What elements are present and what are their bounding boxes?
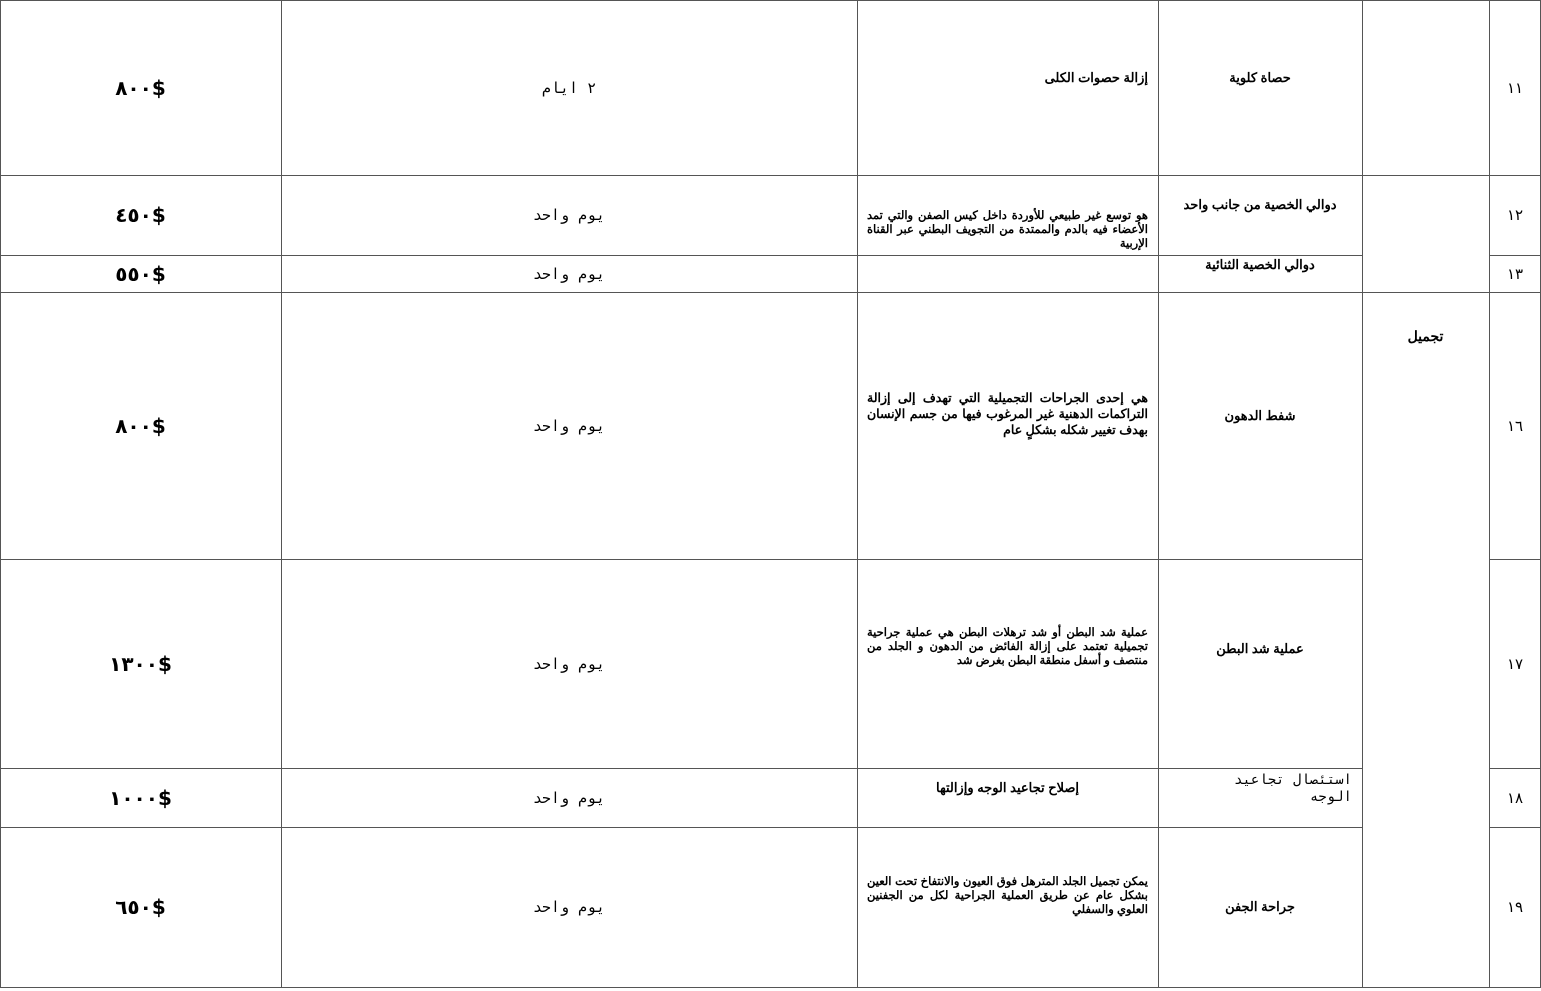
operation-name-cell	[1158, 559, 1362, 768]
price-value: ٥٥٠$	[115, 261, 166, 286]
duration-cell	[281, 0, 857, 175]
operation-name-cell	[1158, 175, 1362, 255]
category-cell	[1362, 292, 1489, 987]
row-number: ١٨	[1506, 788, 1524, 807]
row-number-cell	[1489, 559, 1541, 768]
description-text: هو توسع غير طبيعي للأوردة داخل كيس الصفن والتي تمد الأعضاء فيه بالدم والممتدة من التجويف البطني عبر القناة الإربية	[867, 210, 1148, 250]
row-number-cell	[1489, 292, 1541, 559]
duration-value: يوم واحد	[532, 898, 606, 916]
price-cell	[0, 768, 281, 827]
duration-value: يوم واحد	[532, 416, 606, 435]
description-text: عملية شد البطن أو شد ترهلات البطن هي عملية جراحية تجميلية تعتمد على إزالة الفائض من الدهون و الجلد من منتصف و أسفل منطقة البطن بغرض شد	[867, 627, 1148, 667]
duration-cell	[281, 292, 857, 559]
category-label: تجميل	[1407, 328, 1444, 344]
row-number: ١٢	[1506, 206, 1524, 224]
description-text: يمكن تجميل الجلد المترهل فوق العيون والانتفاخ تحت العين بشكل عام عن طريق العملية الجراحية لكل من الجفنين العلوي والسفلي	[867, 876, 1148, 916]
operation-name-cell	[1158, 768, 1362, 827]
price-cell	[0, 559, 281, 768]
duration-value: ٢ ايام	[541, 78, 597, 97]
duration-cell	[281, 255, 857, 292]
row-number-cell	[1489, 768, 1541, 827]
price-value: ١٠٠٠$	[109, 785, 172, 810]
row-number: ١١	[1506, 78, 1524, 97]
duration-cell	[281, 768, 857, 827]
operation-name: دوالي الخصية من جانب واحد	[1183, 197, 1337, 212]
price-value: ٤٥٠$	[115, 203, 166, 227]
duration-cell	[281, 827, 857, 987]
price-cell	[0, 0, 281, 175]
row-number-cell	[1489, 827, 1541, 987]
duration-cell	[281, 175, 857, 255]
description-cell	[857, 827, 1158, 987]
price-cell	[0, 175, 281, 255]
duration-value: يوم واحد	[532, 206, 606, 224]
row-number-cell	[1489, 255, 1541, 292]
row-number-cell	[1489, 0, 1541, 175]
row-number: ١٩	[1506, 898, 1524, 916]
description-cell	[857, 768, 1158, 827]
operation-name: حصاة كلوية	[1229, 70, 1291, 85]
operation-name-cell	[1158, 0, 1362, 175]
price-value: ١٣٠٠$	[109, 651, 172, 676]
description-cell	[857, 292, 1158, 559]
duration-value: يوم واحد	[532, 264, 606, 283]
operation-name-cell	[1158, 827, 1362, 987]
operation-name: دوالي الخصية الثنائية	[1205, 257, 1315, 272]
description-cell	[857, 0, 1158, 175]
duration-value: يوم واحد	[532, 788, 606, 807]
price-value: ٦٥٠$	[115, 895, 166, 919]
price-cell	[0, 292, 281, 559]
operation-name: عملية شد البطن	[1216, 641, 1304, 656]
price-value: ٨٠٠$	[115, 75, 166, 100]
operation-name: شفط الدهون	[1224, 407, 1296, 423]
description-cell	[857, 559, 1158, 768]
row-number: ١٣	[1506, 264, 1524, 283]
row-number-cell	[1489, 175, 1541, 255]
price-cell	[0, 827, 281, 987]
description-cell	[857, 175, 1158, 292]
operation-name: استئصال تجاعيد الوجه	[1233, 772, 1352, 805]
operation-name-cell	[1158, 255, 1362, 292]
operation-name-cell	[1158, 292, 1362, 539]
row-number: ١٦	[1506, 416, 1524, 435]
price-cell	[0, 255, 281, 292]
description-text: إصلاح تجاعيد الوجه وإزالتها	[935, 780, 1080, 795]
row-number: ١٧	[1506, 654, 1524, 673]
description-text: إزالة حصوات الكلى	[1044, 70, 1148, 85]
duration-cell	[281, 559, 857, 768]
description-text: هي إحدى الجراحات التجميلية التي تهدف إلى إزالة التراكمات الدهنية غير المرغوب فيها من جسم الإنسان بهدف تغيير شكله بشكلٍ عام	[867, 391, 1148, 437]
price-value: ٨٠٠$	[115, 413, 166, 438]
operation-name: جراحة الجفن	[1225, 899, 1295, 914]
duration-value: يوم واحد	[532, 654, 606, 673]
